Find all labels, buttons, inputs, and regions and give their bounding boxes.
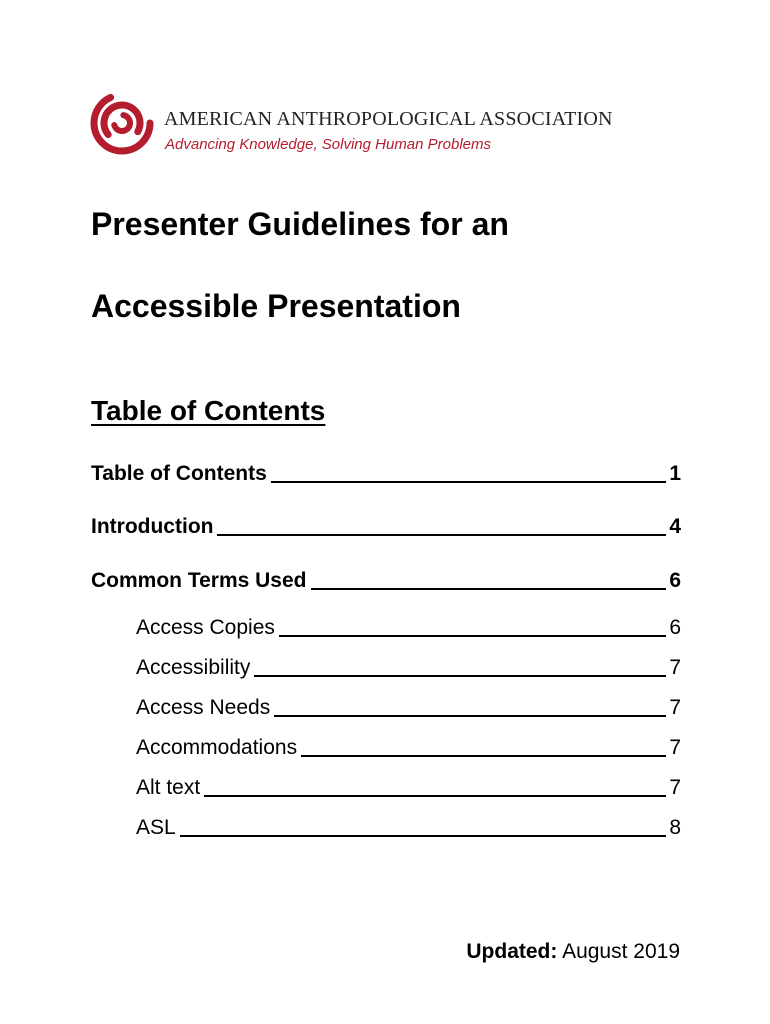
toc-subentry-label: Alt text: [136, 776, 201, 799]
aaa-spiral-logo-icon: [90, 90, 154, 156]
toc-subentry-access-copies[interactable]: [136, 616, 681, 640]
toc-leader: [180, 834, 667, 837]
document-title-line-2: Accessible Presentation: [91, 288, 461, 324]
toc-subentry-page: 7: [669, 656, 681, 679]
toc-subentry-page: 7: [669, 736, 681, 759]
toc-subentry-asl[interactable]: [136, 816, 681, 840]
toc-subentry-accommodations[interactable]: [136, 736, 681, 760]
toc-subentry-access-needs[interactable]: [136, 696, 681, 720]
organization-name: AMERICAN ANTHROPOLOGICAL ASSOCIATION: [164, 108, 613, 130]
toc-subentry-page: 7: [669, 696, 681, 719]
toc-entry-table-of-contents[interactable]: [91, 462, 681, 486]
toc-subentry-label: Accessibility: [136, 656, 251, 679]
toc-leader: [204, 794, 666, 797]
toc-leader: [254, 674, 666, 677]
updated-label: Updated:: [466, 940, 558, 963]
toc-entry-label: Introduction: [91, 515, 214, 538]
updated-value: August 2019: [562, 940, 680, 963]
toc-subentry-label: Access Copies: [136, 616, 275, 639]
toc-entry-page: 6: [669, 569, 681, 592]
toc-entry-introduction[interactable]: [91, 515, 681, 539]
toc-leader: [311, 587, 667, 590]
toc-leader: [301, 754, 666, 757]
toc-leader: [217, 533, 666, 536]
toc-subentry-label: Accommodations: [136, 736, 298, 759]
toc-subentry-page: 8: [669, 816, 681, 839]
toc-subentry-alt-text[interactable]: [136, 776, 681, 800]
toc-subentry-page: 7: [669, 776, 681, 799]
toc-subentry-label: Access Needs: [136, 696, 271, 719]
toc-entry-label: Common Terms Used: [91, 569, 307, 592]
toc-entry-label: Table of Contents: [91, 462, 267, 485]
toc-subentry-page: 6: [669, 616, 681, 639]
toc-leader: [279, 634, 666, 637]
toc-entry-common-terms-used[interactable]: [91, 569, 681, 593]
updated-date: [466, 940, 680, 964]
toc-entry-page: 1: [669, 462, 681, 485]
organization-tagline: Advancing Knowledge, Solving Human Problems: [165, 136, 492, 153]
toc-subentry-label: ASL: [136, 816, 176, 839]
toc-leader: [274, 714, 666, 717]
organization-logo: [90, 90, 613, 160]
toc-heading: Table of Contents: [91, 395, 326, 426]
document-title-line-1: Presenter Guidelines for an: [91, 206, 509, 242]
toc-subentry-accessibility[interactable]: [136, 656, 681, 680]
toc-entry-page: 4: [669, 515, 681, 538]
toc-leader: [271, 480, 667, 483]
